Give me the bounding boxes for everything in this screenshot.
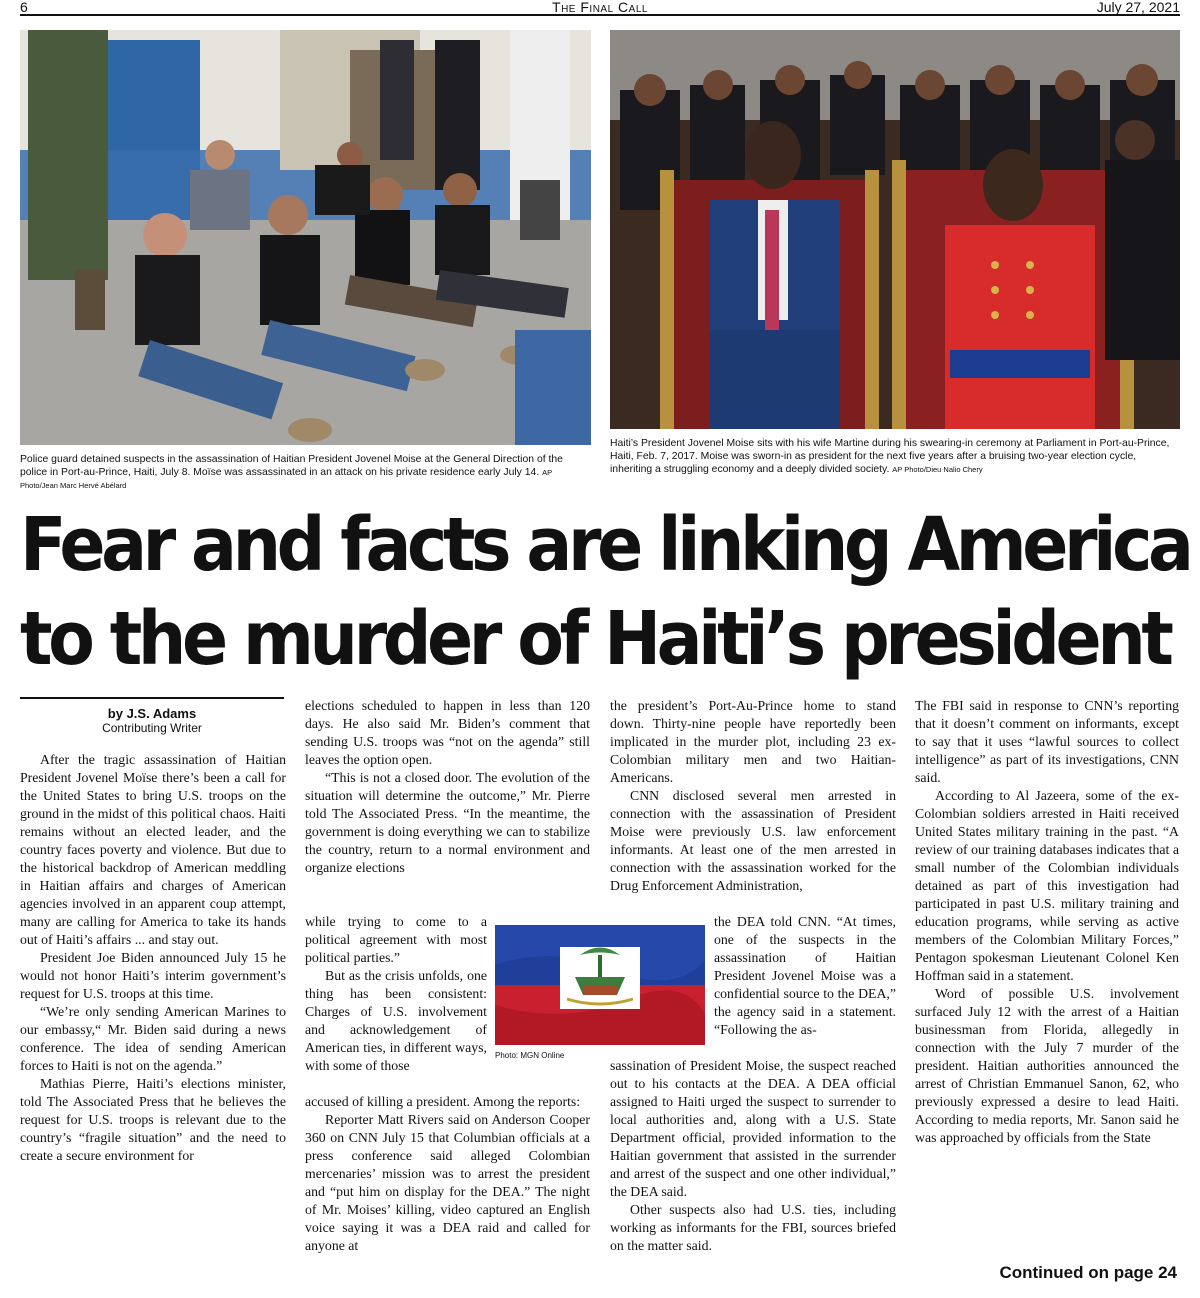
headline-line-1: Fear and facts are linking America <box>20 502 1190 588</box>
paragraph: Mathias Pierre, Haiti’s elections minister, told The Associated Press that he believes the request for U.S. troops is relevant due to the country’s “fragile situation” and the need to create a secure environment for <box>20 1076 286 1163</box>
headline-line-2: to the murder of Haiti’s president <box>20 596 1170 682</box>
publication-name: The Final Call <box>552 0 648 15</box>
article-column-2-top <box>305 697 590 877</box>
president-photo-caption <box>610 437 1180 476</box>
page-header <box>20 0 1180 16</box>
paragraph: “We’re only sending American Marines to our embassy,“ Mr. Biden said during a news conference. The idea of sending American forces to Haiti is not on the agenda.” <box>20 1004 286 1073</box>
paragraph: “This is not a closed door. The evolution of the situation will determine the outcome,” Mr. Pierre told The Associated Press. “In the meantime, the government is doing everything we can to stabilize the country, return to a normal environment and organize elections <box>305 770 590 875</box>
paragraph: sassination of President Moise, the suspect reached out to his contacts at the DEA. A DEA official assigned to Haiti urged the suspect to surrender to local authorities and, along with a U.S. State Department official, provided information to the Haitian government that assisted in the surrender and arrest of the suspect and one other individual,” the DEA said. <box>610 1058 896 1199</box>
paragraph: accused of killing a president. Among the reports: <box>305 1094 581 1109</box>
paragraph: But as the crisis unfolds, one thing has been consistent: Charges of U.S. involvement and acknowledgement of American ties, in different ways, with some of those <box>305 968 487 1073</box>
caption-text: Haiti’s President Jovenel Moise sits with his wife Martine during his swearing-in ceremony at Parliament in Port-au-Prince, Haiti, Feb. 7, 2017. Moise was sworn-in as president for the next five years after a bruising two-year election cycle, inheriting a struggling economy and a deeply divided society. <box>610 438 1170 475</box>
article-column-2-bottom <box>305 1093 590 1255</box>
article-column-3-bottom <box>610 1057 896 1255</box>
paragraph: CNN disclosed several men arrested in connection with the assassination of President Moise were previously U.S. law enforcement informants. At least one of the men arrested in connection with the assassination worked for the Drug Enforcement Administration, <box>610 788 896 893</box>
byline <box>20 697 284 735</box>
paragraph: According to Al Jazeera, some of the ex-Colombian soldiers arrested in Haiti received United States military training in the past. “A review of our training databases indicates that a small number of the Colombian individuals detained as part of this investigation had participated in past U.S. military training and education programs, while serving as active members of the Colombian Military Forces,” Pentagon spokesman Lieutenant Colonel Ken Hoffman said in a statement. <box>915 788 1179 983</box>
paragraph: Word of possible U.S. involvement surfaced July 12 with the arrest of a Haitian businessman from Florida, allegedly in connection with the July 7 murder of the president. Haitian authorities announced the arrest of Christian Emmanuel Sanon, 62, who previously expressed a desire to lead Haiti. According to media reports, Mr. Sanon said he was approached by officials from the State <box>915 986 1179 1145</box>
president-photo <box>610 30 1180 429</box>
photo-credit: AP Photo/Dieu Nalio Chery <box>892 465 983 474</box>
paragraph: the president’s Port-Au-Prince home to stand down. Thirty-nine people have reportedly been implicated in the murder plot, including 23 ex-Colombian military men and two Haitian-Americans. <box>610 698 896 785</box>
article-column-3-top <box>610 697 896 895</box>
paragraph: The FBI said in response to CNN’s reporting that it doesn’t comment on informants, except to say that it uses “lawful sources to collect intelligence” as part of its investigations, CNN said. <box>915 698 1179 785</box>
caption-text: Police guard detained suspects in the assassination of Haitian President Jovenel Moise at the General Direction of the police in Port-au-Prince, Haiti, July 8. Moïse was assassinated in an attack on his private residence early July 14. <box>20 454 563 478</box>
author-role: Contributing Writer <box>102 721 202 735</box>
article-column-2-narrow <box>305 913 487 1075</box>
paragraph: elections scheduled to happen in less than 120 days. He also said Mr. Biden’s comment that sending U.S. troops was “not on the agenda” still leaves the option open. <box>305 698 590 767</box>
paragraph: while trying to come to a political agreement with most political parties.” <box>305 914 487 965</box>
photo-credit: AP Photo/Jean Marc Hervé Abélard <box>20 468 552 490</box>
paragraph: Reporter Matt Rivers said on Anderson Cooper 360 on CNN July 15 that Columbian officials at a press conference said alleged Colombian mercenaries’ mission was to arrest the president and “put him on display for the DEA.” The night of Mr. Moises’ killing, video captured an English voice saying it was a DEA raid and called for anyone at <box>305 1112 590 1253</box>
author-name: by J.S. Adams <box>107 706 197 721</box>
paragraph: the DEA told CNN. “At times, one of the suspects in the assassination of Haitian President Jovenel Moise was a confidential source to the DEA,” the agency said in a statement. “Following the as- <box>714 914 896 1037</box>
article-column-4 <box>915 697 1179 1147</box>
page-number: 6 <box>20 0 28 15</box>
continued-on-page-link[interactable]: Continued on page 24 <box>999 1263 1177 1282</box>
haiti-flag-photo <box>495 925 705 1045</box>
paragraph: President Joe Biden announced July 15 he would not honor Haiti’s interim government’s request for U.S. troops at this time. <box>20 950 286 1001</box>
paragraph: Other suspects also had U.S. ties, including working as informants for the FBI, sources briefed on the matter said. <box>610 1202 896 1253</box>
paragraph: After the tragic assassination of Haitian President Jovenel Moïse there’s been a call for the United States to bring U.S. troops on the ground in the midst of this political chaos. Haiti remains without an elected leader, and the country faces poverty and violence. But due to the historical backdrop of American meddling in Haitian affairs and charges of American agencies involved in an apparent coup attempt, many are calling for America to take its hands out of Haiti’s affairs ... and stay out. <box>20 752 286 947</box>
suspects-photo <box>20 30 591 445</box>
flag-photo-credit: Photo: MGN Online <box>495 1051 565 1060</box>
issue-date: July 27, 2021 <box>1096 0 1180 15</box>
suspects-photo-caption <box>20 453 591 492</box>
article-column-3-narrow <box>714 913 896 1039</box>
article-column-1 <box>20 751 286 1165</box>
